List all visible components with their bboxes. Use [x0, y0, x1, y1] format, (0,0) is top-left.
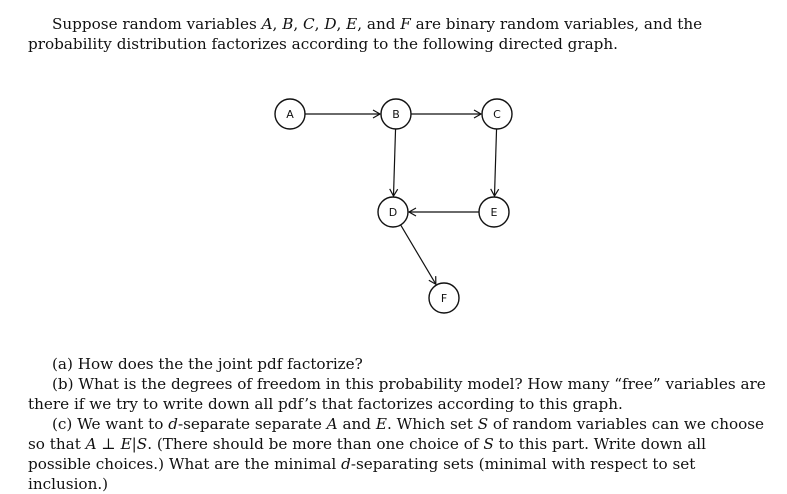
- text: . Which set: [386, 415, 478, 433]
- var-S: S: [483, 435, 494, 453]
- var-E: E: [375, 415, 387, 433]
- text: -separating sets (minimal with respect to set inclusion.): [28, 455, 696, 493]
- node-label: A: [286, 108, 294, 121]
- d-italic: d: [168, 415, 178, 433]
- intro-text: Suppose random variables: [52, 15, 262, 33]
- question-a: (a) How does the the joint pdf factorize?: [52, 355, 363, 373]
- var-S: S: [477, 415, 489, 433]
- text: . (There should be more than one choice of: [147, 435, 484, 453]
- var-F: F: [400, 15, 411, 33]
- sep: , and: [357, 15, 401, 33]
- node-label: B: [392, 108, 400, 121]
- text: of random variables can we choose so that: [28, 415, 765, 453]
- sep: ,: [272, 15, 283, 33]
- given-bar: |: [131, 435, 137, 453]
- sep: ,: [314, 15, 325, 33]
- perp-symbol: ⊥: [96, 435, 121, 453]
- node-c: [482, 99, 512, 129]
- node-label: D: [388, 206, 398, 219]
- node-f: [429, 283, 459, 313]
- text: -separate separate: [177, 415, 327, 433]
- edge-d-f: [401, 225, 436, 284]
- node-e: [479, 197, 509, 227]
- node-a: [275, 99, 305, 129]
- intro-text-end: are binary random variables, and the probability distribution factorizes according to the following directed graph.: [28, 15, 703, 53]
- var-S: S: [136, 435, 148, 453]
- question-c: [28, 414, 772, 494]
- node-b: [381, 99, 411, 129]
- var-A: A: [85, 435, 97, 453]
- var-B: B: [282, 15, 294, 33]
- sep: ,: [293, 15, 304, 33]
- sep: ,: [336, 15, 347, 33]
- text: to this part. Write down all possible choices.) What are the minimal: [28, 435, 706, 473]
- var-D: D: [324, 15, 337, 33]
- node-label: F: [440, 292, 448, 305]
- question-b: (b) What is the degrees of freedom in this probability model? How many “free” variables are there if we try to write down all pdf’s that factorizes according to this graph.: [28, 375, 766, 413]
- node-label: C: [493, 108, 501, 121]
- edge-c-e: [494, 129, 496, 196]
- var-E: E: [346, 15, 358, 33]
- var-E: E: [120, 435, 132, 453]
- text: (c) We want to: [52, 415, 169, 433]
- node-d: [378, 197, 408, 227]
- text: and: [337, 415, 376, 433]
- questions: [28, 354, 772, 494]
- var-C: C: [303, 15, 315, 33]
- var-A: A: [261, 15, 273, 33]
- var-A: A: [326, 415, 338, 433]
- edge-b-d: [393, 129, 395, 196]
- d-italic: d: [341, 455, 351, 473]
- node-label: E: [490, 206, 498, 219]
